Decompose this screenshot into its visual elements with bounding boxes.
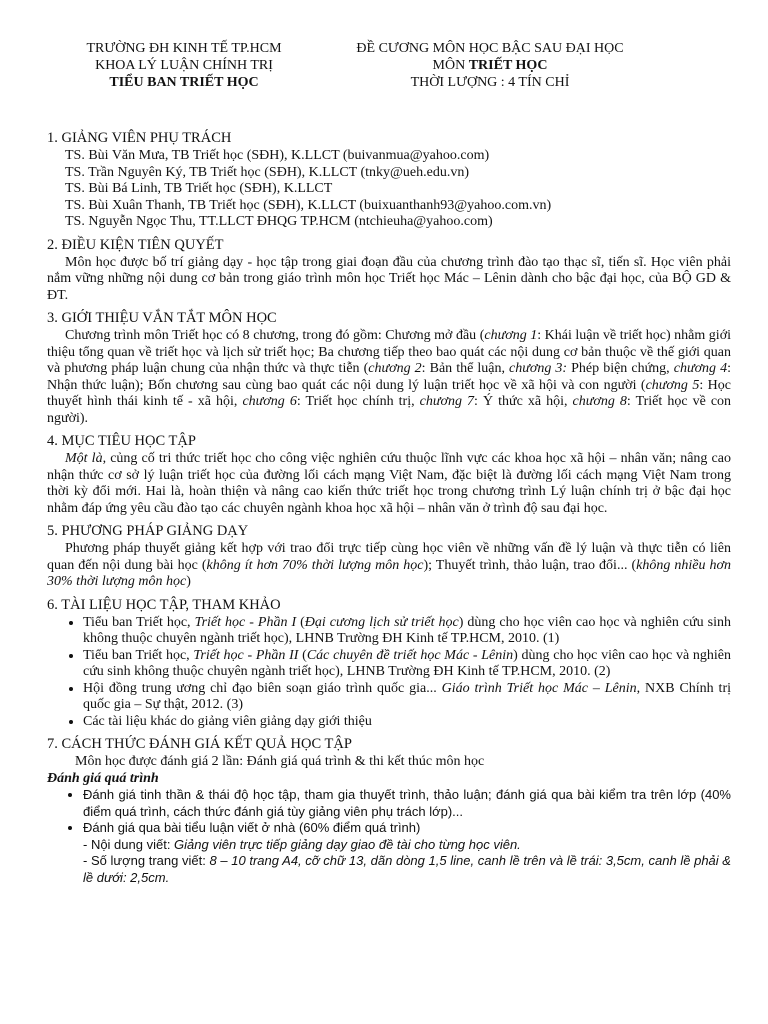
syllabus-title: ĐỀ CƯƠNG MÔN HỌC BẬC SAU ĐẠI HỌC	[356, 41, 624, 56]
list-item: • Hội đồng trung ương chỉ đạo biên soạn giáo trình quốc gia... Giáo trình Triết học Mác – Lênin, NXB Chính trị quốc gia – Sự thật, 2012. (3)	[83, 681, 731, 714]
header-left	[44, 40, 324, 91]
reference-list	[47, 615, 731, 731]
document-body	[47, 128, 731, 886]
section-6-title: 6. TÀI LIỆU HỌC TẬP, THAM KHẢO	[47, 596, 281, 613]
lecturer-item: TS. Bùi Bá Linh, TB Triết học (SĐH), K.LLCT	[65, 181, 333, 196]
section-3-title: 3. GIỚI THIỆU VẮN TẮT MÔN HỌC	[47, 310, 277, 326]
section-1-title: 1. GIẢNG VIÊN PHỤ TRÁCH	[47, 130, 232, 146]
section-5-title: 5. PHƯƠNG PHÁP GIẢNG DẠY	[47, 523, 249, 539]
lecturer-item: TS. Bùi Văn Mưa, TB Triết học (SĐH), K.LLCT (buivanmua@yahoo.com)	[65, 148, 490, 163]
prerequisite-text: Môn học được bố trí giảng dạy - học tập trong giai đoạn đầu của chương trình đào tạo thạc sĩ, tiến sĩ. Học viên phải nắm vững những nội dung cơ bản trong giáo trình môn học Triết học Mác – Lênin dành cho bậc đại học, của BỘ GD & ĐT.	[47, 254, 731, 303]
list-item: • Tiểu ban Triết học, Triết học - Phần II (Các chuyên đề triết học Mác - Lênin) dùng cho học viên cao học và nghiên cứu sinh không thuộc chuyên ngành triết học), LHNB Trường ĐH Kinh tế TP.HCM, 2010. (2)	[83, 648, 731, 681]
course-name: MÔN TRIẾT HỌC	[432, 58, 548, 73]
lecturer-list	[47, 148, 731, 231]
list-item: • Đánh giá qua bài tiểu luận viết ở nhà (60% điểm quá trình) - Nội dung viết: Giảng viên trực tiếp giảng dạy giao đề tài cho từng học viên. - Số lượng trang viết: 8 – 10 trang A4, cỡ chữ 13, dãn dòng 1,5 line, canh lề trên và lề trái: 3,5cm, canh lề phải & lề dưới: 2,5cm.	[83, 820, 731, 886]
header-right	[330, 40, 650, 91]
university-name: TRƯỜNG ĐH KINH TẾ TP.HCM	[86, 41, 282, 56]
course-duration: THỜI LƯỢNG : 4 TÍN CHỈ	[410, 75, 570, 90]
objectives-text: Một là, củng cố tri thức triết học cho công việc nghiên cứu thuộc lĩnh vực các khoa học xã hội – nhân văn; nâng cao nhận thức cơ sở lý luận triết học của đường lối cách mạng Việt Nam, đặc biệt là đường lối cách mạng Việt Nam trong thời kỳ đổi mới. Hai là, hoàn thiện và nâng cao kiến thức triết học trong chương trình Lý luận chính trị ở bậc đại học nhằm đáp ứng yêu cầu đào tạo các chuyên ngành khoa học xã hội – nhân văn ở trình độ sau đại học.	[47, 451, 731, 516]
assessment-intro: Môn học được đánh giá 2 lần: Đánh giá quá trình & thi kết thúc môn học	[75, 754, 485, 769]
list-item: • Đánh giá tinh thần & thái độ học tập, tham gia thuyết trình, thảo luận; đánh giá qua bài kiểm tra trên lớp (40% điểm quá trình, cách thức đánh giá tùy giảng viên phụ trách lớp)...	[83, 787, 731, 820]
section-7-title: 7. CÁCH THỨC ĐÁNH GIÁ KẾT QUẢ HỌC TẬP	[47, 736, 352, 752]
lecturer-item: TS. Bùi Xuân Thanh, TB Triết học (SĐH), K.LLCT (buixuanthanh93@yahoo.com.vn)	[65, 197, 552, 213]
list-item: • Các tài liệu khác do giảng viên giảng dạy giới thiệu	[83, 714, 731, 731]
section-4-title: 4. MỤC TIÊU HỌC TẬP	[47, 433, 196, 449]
department-name: TIỂU BAN TRIẾT HỌC	[109, 75, 259, 90]
list-item: • Tiểu ban Triết học, Triết học - Phần I (Đại cương lịch sử triết học) dùng cho học viên cao học và nghiên cứu sinh không thuộc chuyên ngành triết học), LHNB Trường ĐH Kinh tế TP.HCM, 2010. (1)	[83, 615, 731, 648]
teaching-method-text: Phương pháp thuyết giảng kết hợp với trao đổi trực tiếp cùng học viên về những vấn đề lý luận và thực tiễn có liên quan đến nội dung bài học (không ít hơn 70% thời lượng môn học); Thuyết trình, thảo luận, trao đổi... (không nhiều hơn 30% thời lượng môn học)	[47, 541, 732, 589]
essay-content-line: - Nội dung viết: Giảng viên trực tiếp giảng dạy giao đề tài cho từng học viên.	[83, 836, 521, 852]
course-intro-text: Chương trình môn Triết học có 8 chương, trong đó gồm: Chương mở đầu (chương 1: Khái luận về triết học) nhằm giới thiệu tổng quan về triết học và lịch sử triết học; Ba chương tiếp theo bao quát các nội dung cơ bản thuộc về thế giới quan và phương pháp luận chung của nhận thức và thực tiễn (chương 2: Bản thể luận, chương 3: Phép biện chứng, chương 4: Nhận thức luận); Bốn chương sau cùng bao quát các nội dung lý luận triết học về xã hội và con người (chương 5: Học thuyết hình thái kinh tế - xã hội, chương 6: Triết học chính trị, chương 7: Ý thức xã hội, chương 8: Triết học về con người).	[47, 328, 732, 426]
process-assessment-title: Đánh giá quá trình	[47, 770, 159, 786]
lecturer-item: TS. Nguyễn Ngọc Thu, TT.LLCT ĐHQG TP.HCM (ntchieuha@yahoo.com)	[65, 214, 493, 229]
faculty-name: KHOA LÝ LUẬN CHÍNH TRỊ	[95, 58, 273, 73]
section-2-title: 2. ĐIỀU KIỆN TIÊN QUYẾT	[47, 236, 224, 253]
assessment-list	[47, 787, 731, 886]
essay-length-line: - Số lượng trang viết: 8 – 10 trang A4, cỡ chữ 13, dãn dòng 1,5 line, canh lề trên và lề trái: 3,5cm, canh lề phải & lề dưới: 2,5cm.	[83, 853, 731, 885]
lecturer-item: TS. Trần Nguyên Ký, TB Triết học (SĐH), K.LLCT (tnky@ueh.edu.vn)	[65, 164, 469, 180]
